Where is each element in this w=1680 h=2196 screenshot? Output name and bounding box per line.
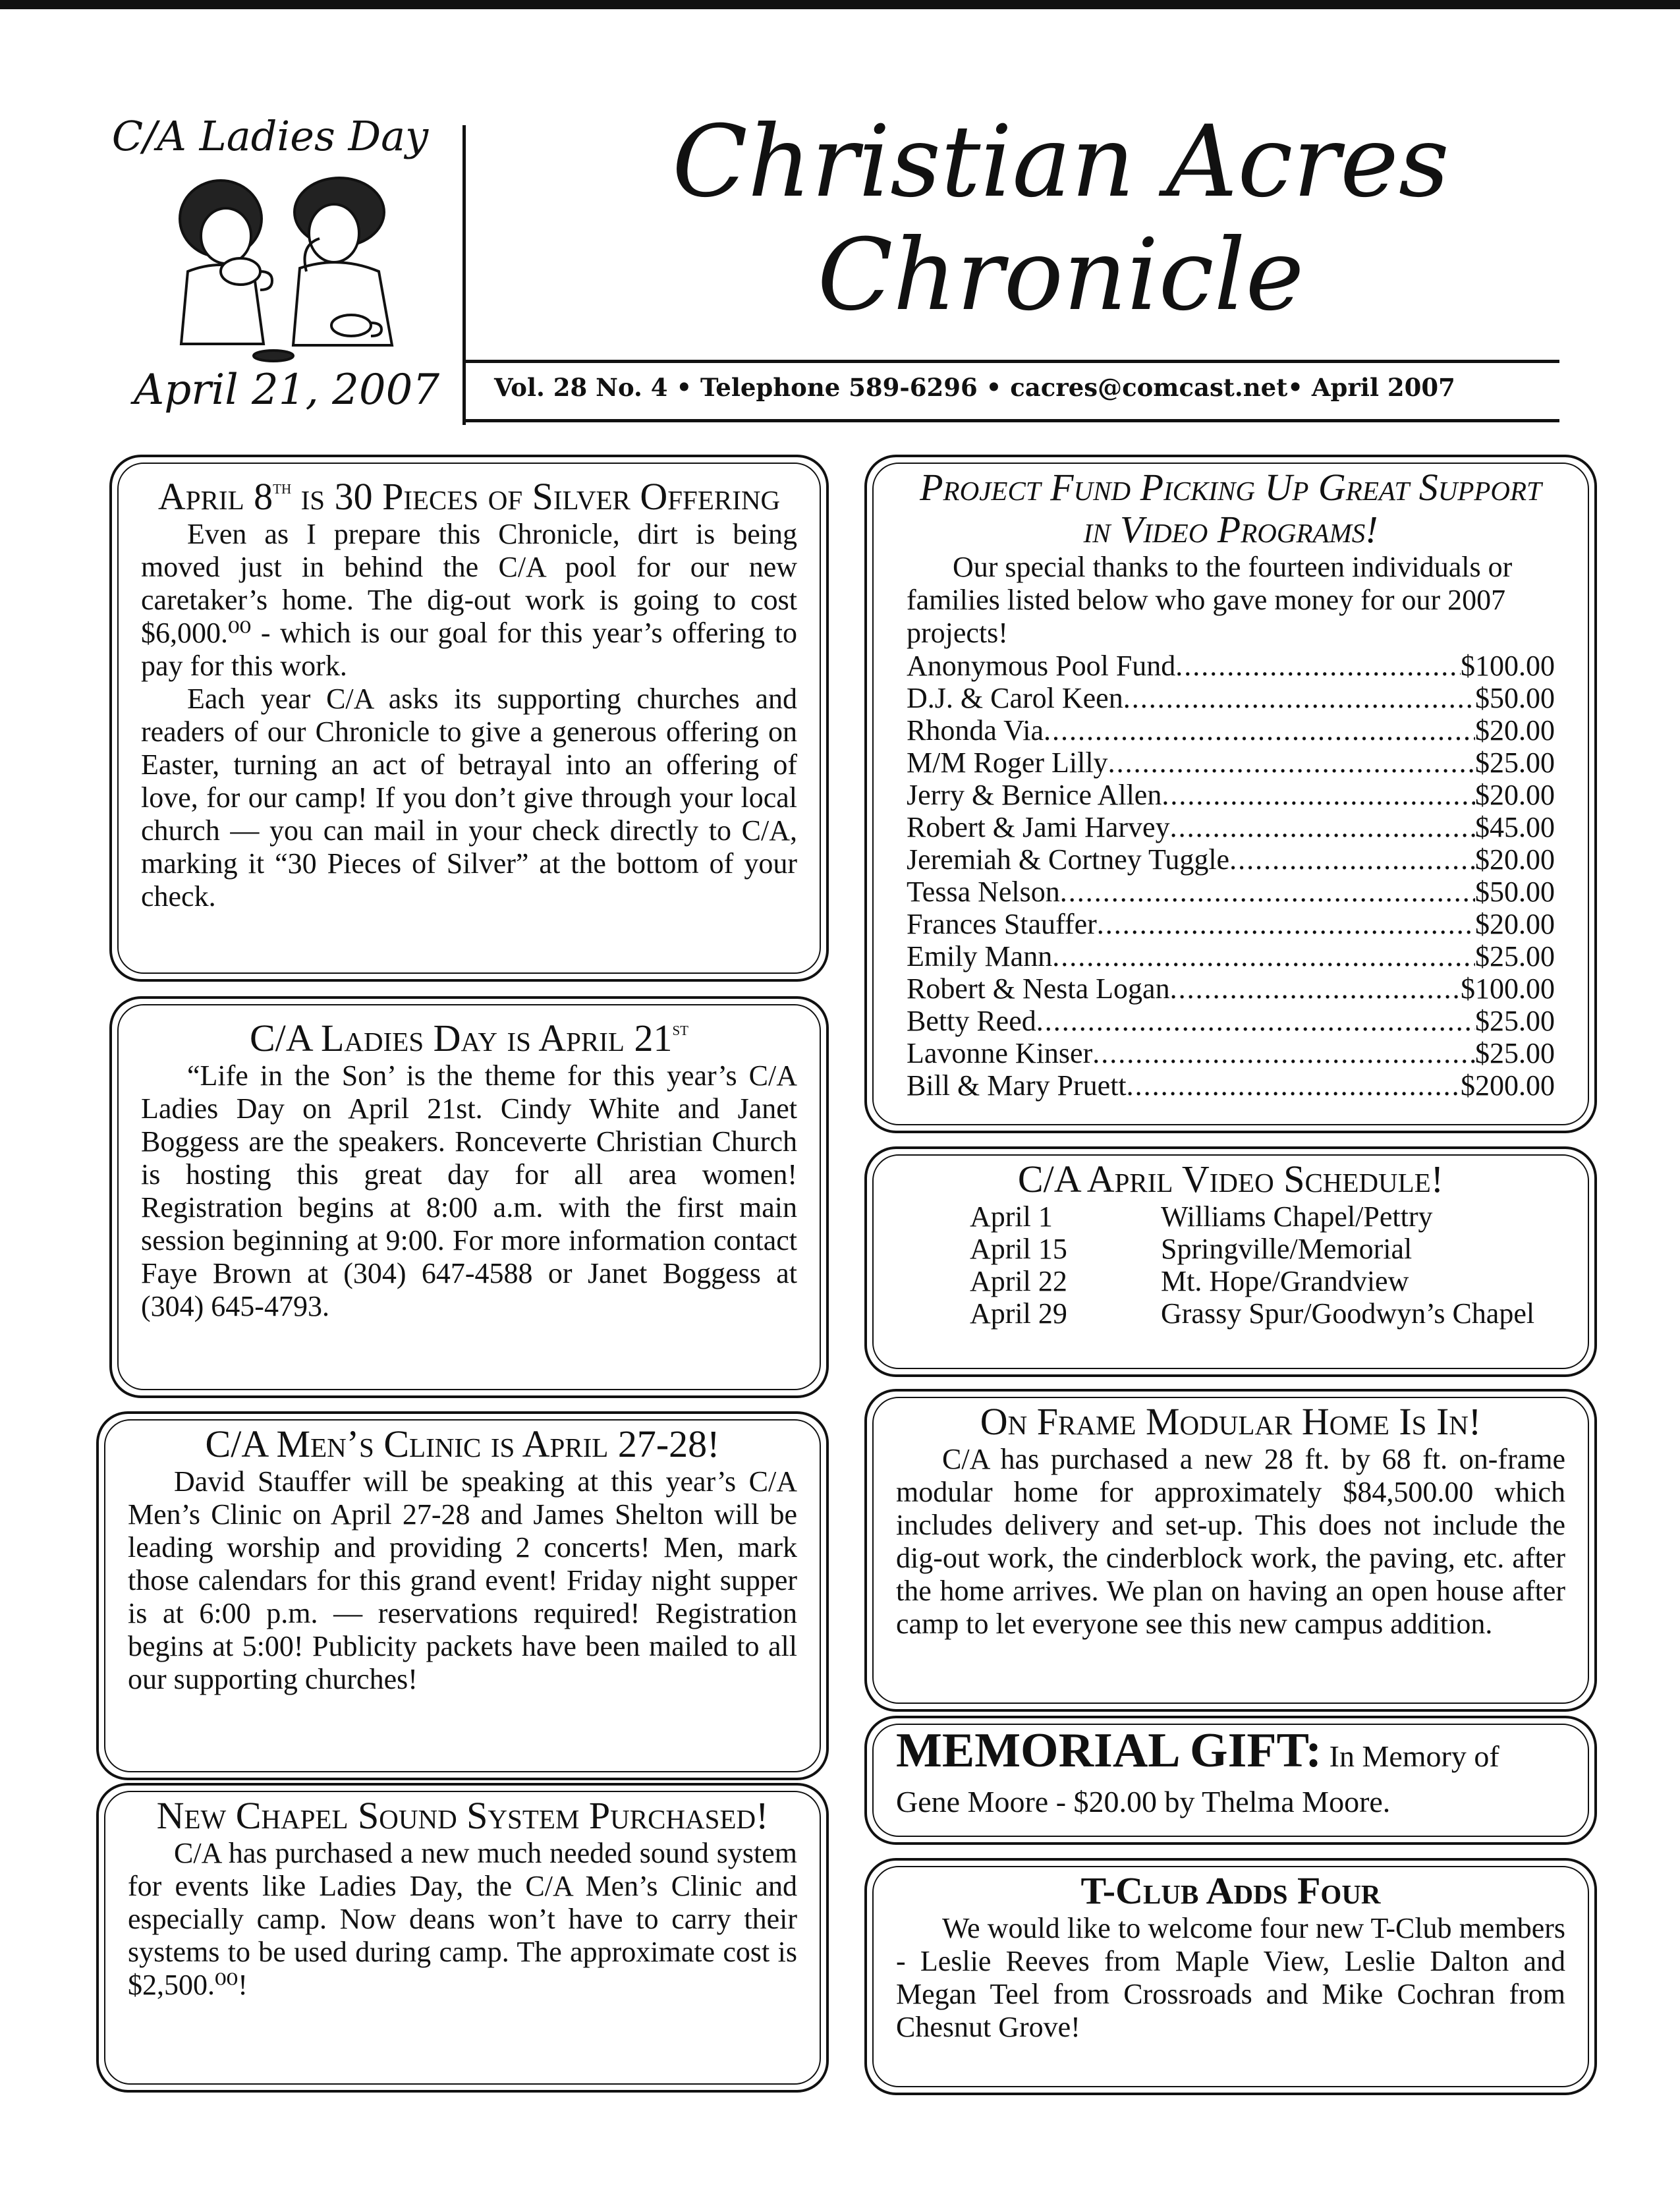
- sound-system-paragraph: C/A has purchased a new much needed sound system for events like Ladies Day, the C/A Men’s Clinic and especially camp. Now deans won’t have to carry their systems to be used during camp. The approximate cost is $2,500.⁰⁰!: [128, 1837, 797, 2001]
- schedule-date: April 1: [970, 1200, 1053, 1233]
- mens-clinic-article: [96, 1411, 829, 1780]
- donor-row: [907, 940, 1555, 972]
- donor-amount: $200.00: [1461, 1069, 1555, 1102]
- donor-row: [907, 682, 1555, 714]
- donor-name: Robert & Jami Harvey: [907, 811, 1170, 843]
- bullet: •: [676, 373, 692, 402]
- leader-dots: [1175, 650, 1461, 682]
- schedule-date: April 15: [970, 1233, 1067, 1265]
- leader-dots: [1123, 682, 1475, 714]
- donor-name: Rhonda Via: [907, 714, 1044, 746]
- schedule-churches: Springville/Memorial: [1161, 1233, 1413, 1265]
- title-line-2: Chronicle: [817, 218, 1304, 333]
- schedule-churches: Williams Chapel/Pettry: [1161, 1200, 1433, 1233]
- donor-amount: $50.00: [1475, 876, 1555, 908]
- donor-name: Robert & Nesta Logan: [907, 972, 1170, 1005]
- donor-name: Frances Stauffer: [907, 908, 1097, 940]
- bullet: •: [986, 373, 1002, 402]
- donor-row: [907, 1005, 1555, 1037]
- donor-name: Bill & Mary Pruett: [907, 1069, 1127, 1102]
- project-fund-article: [864, 455, 1597, 1133]
- donor-name: Tessa Nelson: [907, 876, 1060, 908]
- memorial-gift-heading: MEMORIAL GIFT:: [896, 1724, 1322, 1778]
- bullet: •: [1287, 373, 1303, 402]
- title-line-1: Christian Acres: [672, 105, 1449, 219]
- leader-dots: [1229, 843, 1475, 876]
- sound-system-heading: New Chapel Sound System Purchased!: [156, 1794, 769, 1837]
- donor-amount: $20.00: [1475, 908, 1555, 940]
- video-schedule-heading: C/A April Video Schedule!: [1017, 1158, 1444, 1200]
- donor-row: [907, 746, 1555, 779]
- memorial-gift-line-2: Gene Moore - $20.00 by Thelma Moore.: [896, 1785, 1391, 1818]
- masthead-divider: [462, 125, 466, 425]
- donor-name: Emily Mann: [907, 940, 1053, 972]
- leader-dots: [1036, 1005, 1475, 1037]
- offering-paragraph-1: Even as I prepare this Chronicle, dirt is being moved just in behind the C/A pool for our new caretaker’s home. The dig-out work is going to cost $6,000.⁰⁰ - which is our goal for this year’s offering to pay for this work.: [141, 518, 797, 682]
- leader-dots: [1052, 940, 1475, 972]
- leader-dots: [1162, 779, 1475, 811]
- schedule-churches: Mt. Hope/Grandview: [1161, 1265, 1409, 1297]
- donor-amount: $50.00: [1475, 682, 1555, 714]
- donor-name: M/M Roger Lilly: [907, 746, 1108, 779]
- leader-dots: [1170, 972, 1461, 1005]
- schedule-date: April 29: [970, 1297, 1067, 1330]
- newspaper-title: [501, 105, 1621, 332]
- video-schedule-table: [896, 1200, 1565, 1330]
- top-edge-bar: [0, 0, 1680, 9]
- ladies-day-date: April 21, 2007: [133, 366, 440, 414]
- donor-list: [907, 650, 1555, 1102]
- schedule-churches: Grassy Spur/Goodwyn’s Chapel: [1161, 1297, 1535, 1330]
- donor-amount: $100.00: [1461, 650, 1555, 682]
- modular-home-article: [864, 1389, 1597, 1712]
- donor-row: [907, 811, 1555, 843]
- tclub-article: [864, 1858, 1597, 2095]
- ladies-day-article: [109, 996, 829, 1398]
- donor-amount: $45.00: [1475, 811, 1555, 843]
- video-schedule-article: [864, 1146, 1597, 1377]
- donor-row: [907, 843, 1555, 876]
- modular-home-paragraph: C/A has purchased a new 28 ft. by 68 ft. on-frame modular home for approximately $84,500.00 which includes delivery and set-up. This does not include the dig-out work, the cinderblock work, the paving, etc. after the home arrives. We plan on having an open house after camp to let everyone see this new campus addition.: [896, 1443, 1565, 1640]
- volume-number: Vol. 28 No. 4: [494, 373, 668, 402]
- donor-row: [907, 1037, 1555, 1069]
- modular-home-heading: On Frame Modular Home Is In!: [980, 1400, 1482, 1443]
- leader-dots: [1092, 1037, 1475, 1069]
- leader-dots: [1170, 811, 1475, 843]
- leader-dots: [1127, 1069, 1461, 1102]
- donor-amount: $25.00: [1475, 940, 1555, 972]
- ladies-day-label: C/A Ladies Day: [111, 112, 429, 160]
- donor-amount: $25.00: [1475, 746, 1555, 779]
- donor-row: [907, 908, 1555, 940]
- ladies-coffee-illustration: [142, 173, 425, 364]
- donor-name: Lavonne Kinser: [907, 1037, 1093, 1069]
- donor-amount: $20.00: [1475, 779, 1555, 811]
- mens-clinic-heading: C/A Men’s Clinic is April 27-28!: [205, 1422, 720, 1465]
- leader-dots: [1108, 746, 1475, 779]
- project-fund-heading: Project Fund Picking Up Great Support in Video Programs!: [920, 466, 1542, 551]
- offering-article: [109, 455, 829, 982]
- telephone: Telephone 589-6296: [700, 373, 978, 402]
- donor-amount: $25.00: [1475, 1005, 1555, 1037]
- ladies-day-paragraph: “Life in the Son’ is the theme for this year’s C/A Ladies Day on April 21st. Cindy White and Janet Boggess are the speakers. Ronceverte Christian Church is hosting this great day for all area women! Registration begins at 8:00 a.m. with the first main session beginning at 9:00. For more information contact Faye Brown at (304) 647-4588 or Janet Boggess at (304) 645-4793.: [141, 1059, 797, 1322]
- donor-amount: $25.00: [1475, 1037, 1555, 1069]
- email: cacres@comcast.net: [1010, 373, 1288, 402]
- tclub-paragraph: We would like to welcome four new T-Club members - Leslie Reeves from Maple View, Leslie Dalton and Megan Teel from Crossroads and Mike Cochran from Chesnut Grove!: [896, 1912, 1565, 2043]
- donor-name: Anonymous Pool Fund: [907, 650, 1176, 682]
- tclub-heading: T-Club Adds Four: [1080, 1869, 1381, 1912]
- donor-row: [907, 1069, 1555, 1102]
- donor-name: Betty Reed: [907, 1005, 1036, 1037]
- issue-info-line: [494, 373, 1561, 402]
- donor-row: [907, 650, 1555, 682]
- donor-amount: $20.00: [1475, 843, 1555, 876]
- leader-dots: [1060, 876, 1475, 908]
- memorial-gift-line-1: MEMORIAL GIFT: In Memory of: [896, 1724, 1499, 1778]
- project-fund-intro: Our special thanks to the fourteen individuals or families listed below who gave money for our 2007 projects!: [907, 551, 1513, 649]
- offering-heading: April 8th is 30 Pieces of Silver Offering: [157, 475, 781, 518]
- offering-paragraph-2: Each year C/A asks its supporting churches and readers of our Chronicle to give a generous offering on Easter, turning an act of betrayal into an offering of love, for our camp! If you don’t give through your local church — you can mail in your check directly to C/A, marking it “30 Pieces of Silver” at the bottom of your check.: [141, 683, 797, 913]
- donor-name: D.J. & Carol Keen: [907, 682, 1123, 714]
- memorial-gift-box: [864, 1716, 1597, 1845]
- schedule-date: April 22: [970, 1265, 1067, 1297]
- masthead-rule-top: [466, 360, 1559, 363]
- donor-amount: $20.00: [1475, 714, 1555, 746]
- donor-amount: $100.00: [1461, 972, 1555, 1005]
- issue-date: April 2007: [1311, 373, 1455, 402]
- leader-dots: [1097, 908, 1475, 940]
- masthead-rule-bottom: [466, 419, 1559, 422]
- ladies-day-heading: C/A Ladies Day is April 21st: [250, 1017, 688, 1059]
- donor-name: Jerry & Bernice Allen: [907, 779, 1162, 811]
- donor-row: [907, 876, 1555, 908]
- donor-name: Jeremiah & Cortney Tuggle: [907, 843, 1230, 876]
- mens-clinic-paragraph: David Stauffer will be speaking at this year’s C/A Men’s Clinic on April 27-28 and James Shelton will be leading worship and providing 2 concerts! Men, mark those calendars for this grand event! Friday night supper is at 6:00 p.m. — reservations required! Registration begins at 5:00! Publicity packets have been mailed to all our supporting churches!: [128, 1465, 797, 1695]
- sound-system-article: [96, 1783, 829, 2093]
- donor-row: [907, 714, 1555, 746]
- donor-row: [907, 779, 1555, 811]
- leader-dots: [1044, 714, 1475, 746]
- donor-row: [907, 972, 1555, 1005]
